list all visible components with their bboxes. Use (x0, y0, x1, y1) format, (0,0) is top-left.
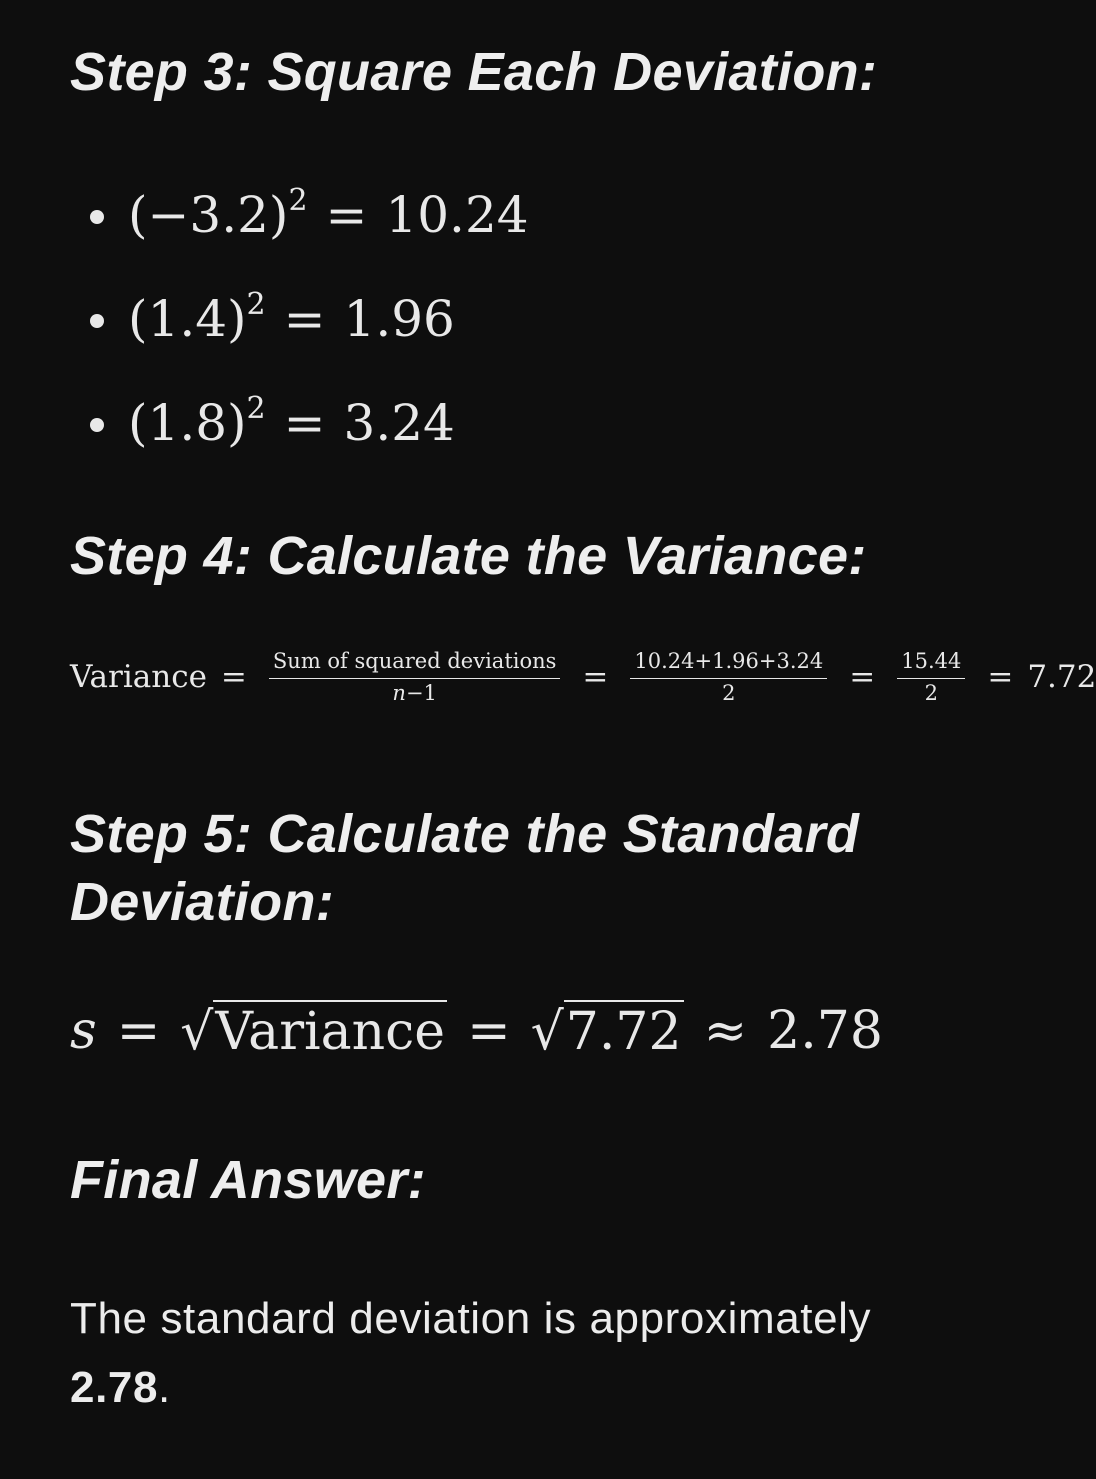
equals-sign: = (325, 186, 368, 244)
final-answer-heading: Final Answer: (70, 1150, 426, 1210)
fraction-numerator: Sum of squared deviations (269, 648, 561, 679)
variance-result: 7.72 (1027, 658, 1096, 695)
fraction-total (897, 648, 965, 705)
equals-sign: = (849, 658, 876, 695)
squared-expression (128, 284, 455, 354)
approx-sign: ≈ (703, 1001, 748, 1061)
answer-sentence: The standard deviation is approximately (70, 1294, 872, 1343)
bullet-icon (90, 418, 104, 432)
fraction-denominator (392, 679, 437, 705)
heading-line: Deviation: (70, 872, 335, 932)
radical-icon: √ (180, 1002, 214, 1062)
radicand: 7.72 (565, 1002, 682, 1062)
step4-heading: Step 4: Calculate the Variance: (70, 526, 867, 586)
result: 3.24 (343, 394, 455, 452)
final-answer-text (70, 1284, 1030, 1422)
radicand: Variance (215, 1002, 446, 1062)
step5-heading (70, 800, 859, 936)
step3-heading: Step 3: Square Each Deviation: (70, 42, 878, 102)
equals-sign: = (283, 290, 326, 348)
bullet-icon (90, 210, 104, 224)
variance-label: Variance (70, 658, 207, 695)
fraction-numerator: 10.24+1.96+3.24 (630, 648, 827, 679)
result: 10.24 (385, 186, 529, 244)
radical-icon: √ (530, 1002, 564, 1062)
fraction-denominator: 2 (722, 681, 736, 705)
exponent: 2 (246, 287, 266, 322)
squared-expression (128, 180, 529, 250)
variance-formula (70, 648, 1096, 705)
equals-sign: = (987, 658, 1014, 695)
equals-sign: = (582, 658, 609, 695)
square-root (531, 1000, 684, 1062)
variable-n: n (392, 681, 406, 705)
square-root (180, 1000, 447, 1062)
fraction-denominator: 2 (924, 681, 938, 705)
heading-line: Step 5: Calculate the Standard (70, 804, 860, 864)
base: (1.4) (128, 290, 247, 348)
result: 1.96 (343, 290, 455, 348)
equals-sign: = (116, 1001, 161, 1061)
equals-sign: = (220, 658, 247, 695)
fraction-numerator: 15.44 (897, 648, 965, 679)
fraction-sum (630, 648, 827, 705)
answer-value: 2.78 (70, 1363, 159, 1412)
variable-s: s (70, 1001, 97, 1061)
squared-expression (128, 388, 455, 458)
base: (1.8) (128, 394, 247, 452)
equals-sign: = (283, 394, 326, 452)
exponent: 2 (246, 391, 266, 426)
base: (−3.2) (128, 186, 289, 244)
equals-sign: = (467, 1001, 511, 1061)
exponent: 2 (288, 183, 308, 218)
answer-period: . (158, 1363, 171, 1412)
standard-deviation-formula (70, 1000, 883, 1062)
sd-result: 2.78 (767, 1001, 883, 1061)
bullet-icon (90, 314, 104, 328)
fraction-definition (269, 648, 561, 705)
minus-one: −1 (405, 681, 437, 705)
